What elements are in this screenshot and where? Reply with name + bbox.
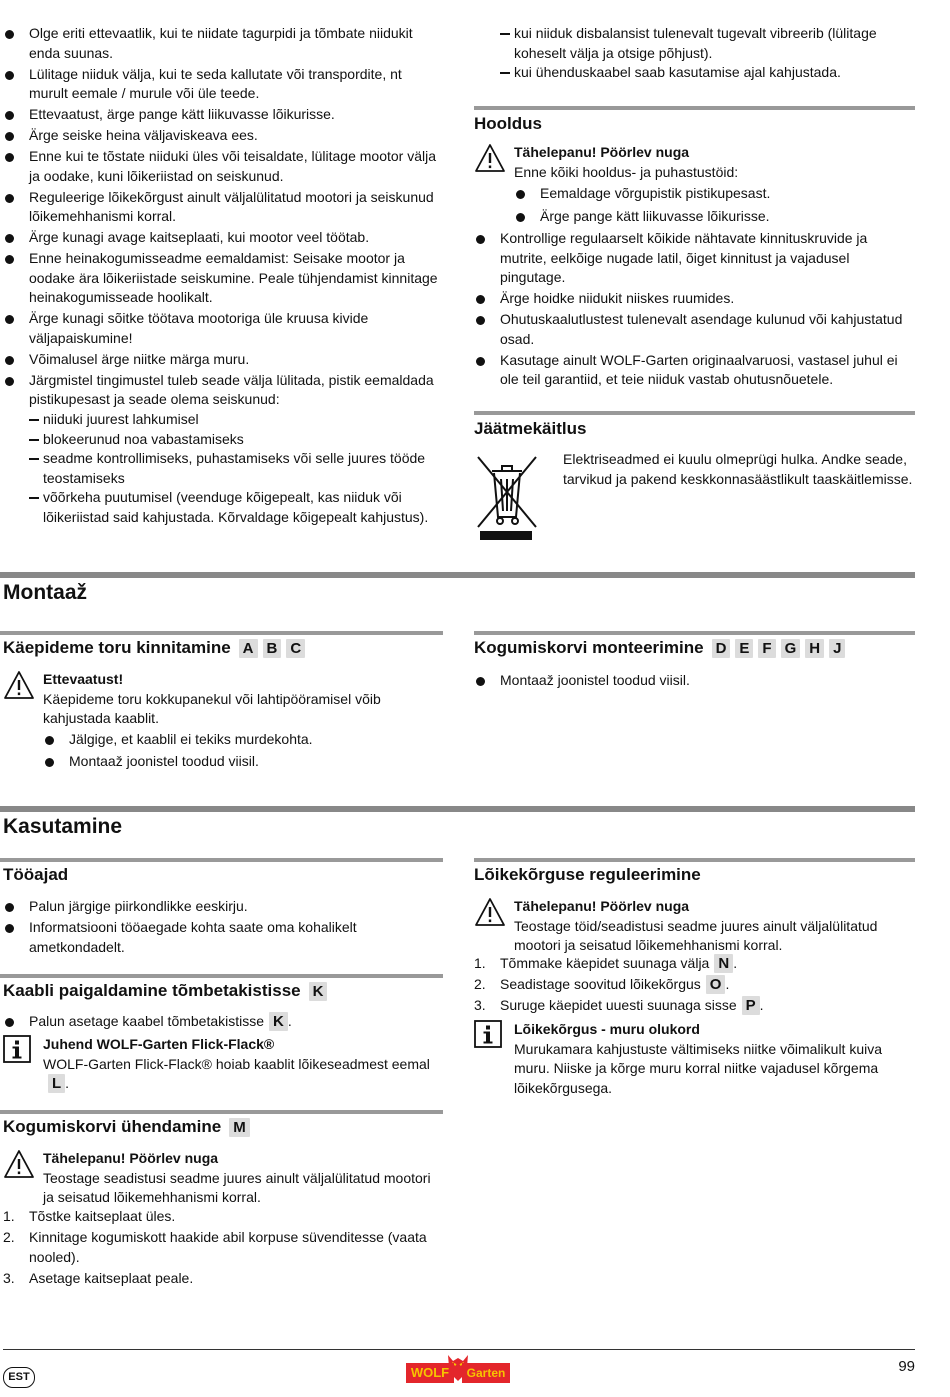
info-text: Murukamara kahjustuste vältimiseks niitke võimalikult kuiva muru. Niiske ja kõrge muru korral niitke vajadusel kõrgema lõikekõrgusega. [514, 1040, 883, 1096]
info-title: Juhend WOLF-Garten Flick-Flack® [43, 1036, 275, 1052]
figure-ref: N [714, 954, 733, 973]
list-item: Ohutuskaalutlustest tulenevalt asendage kulunud või kahjustatud osad. [474, 310, 915, 349]
list-item: Montaaž joonistel toodud viisil. [43, 752, 443, 772]
figure-ref: K [269, 1012, 288, 1031]
uhendamine-title: Kogumiskorvi ühendamine [3, 1117, 222, 1136]
list-item: võõrkeha puutumisel (veenduge kõigepealt, kas niiduk või lõikeriistad said kahjustada. Kõrvaldage kõigepealt kahjustus). [29, 488, 443, 527]
section-divider [474, 411, 915, 415]
top-left-column [3, 24, 443, 527]
tooajad-bullet-list [3, 897, 443, 957]
page-number: 99 [898, 1358, 915, 1375]
kaabli-heading [3, 980, 327, 1002]
period: . [725, 976, 730, 992]
section-divider [0, 1110, 443, 1114]
info-text [43, 1055, 443, 1094]
loikekorgus-steps-wrap [474, 954, 915, 1017]
list-item [474, 975, 915, 995]
list-item: Kontrollige regulaarselt kõikide nähtavate kinnituskruvide ja mutrite, eelkõige nugade latil, õiget kinnitust ja vajadusel pingutage. [474, 229, 915, 288]
info-title: Lõikekõrgus - muru olukord [514, 1021, 700, 1037]
kaabli-info [3, 1035, 443, 1094]
loikekorgus-warning [474, 897, 915, 956]
footer-divider [3, 1349, 915, 1350]
figure-ref: D [712, 639, 731, 658]
warning-bullet-list [43, 730, 443, 772]
kogumiskorvi-bullet-list [474, 671, 915, 691]
figure-ref: B [263, 639, 282, 658]
list-item: Enne kui te tõstate niiduki üles või teisaldate, lülitage mootor välja ja oodake, kuni lõikeriistad on seiskunud. [3, 147, 443, 186]
safety-dash-list [29, 410, 443, 527]
warning-title: Tähelepanu! Pöörlev nuga [43, 1150, 219, 1166]
step-number: 3. [3, 1269, 15, 1286]
figure-ref: P [742, 996, 760, 1015]
list-item: Informatsiooni tööaegade kohta saate oma kohalikelt ametkondadelt. [3, 918, 443, 957]
top-right-column [500, 24, 915, 83]
list-item-text: Palun asetage kaabel tõmbetakistisse [29, 1013, 265, 1029]
info-icon [3, 1035, 31, 1069]
list-item: Palun järgige piirkondlikke eeskirju. [3, 897, 443, 917]
period: . [287, 1013, 292, 1029]
list-item: Lülitage niiduk välja, kui te seda kallutate või transpordite, nt murult eemale / murule või üle teede. [3, 65, 443, 104]
kaepideme-title: Käepideme toru kinnitamine [3, 638, 231, 657]
jaatme-text: Elektriseadmed ei kuulu olmeprügi hulka. Andke seade, tarvikud ja pakend keskkonnasäästlikult taaskäitlemisse. [563, 451, 913, 487]
list-item: Olge eriti ettevaatlik, kui te niidate tagurpidi ja tõmbate niidukit enda suunas. [3, 24, 443, 63]
chapter-divider [0, 572, 915, 578]
logo-box-right [462, 1363, 510, 1383]
hooldus-bullet-list [474, 229, 915, 390]
figure-ref: C [286, 639, 305, 658]
list-item: Ärge seiske heina väljaviskeava ees. [3, 126, 443, 146]
list-item: seadme kontrollimiseks, puhastamiseks või selle juures tööde teostamiseks [29, 449, 443, 488]
chapter-divider [0, 806, 915, 812]
list-item [3, 1207, 443, 1227]
figure-ref: F [758, 639, 775, 658]
uhendamine-warning [3, 1149, 443, 1208]
tooajad-heading: Tööajad [3, 865, 69, 884]
list-item: kui ühenduskaabel saab kasutamise ajal kahjustada. [500, 63, 915, 83]
kaabli-bullet-list [3, 1012, 443, 1032]
step-text: Kinnitage kogumiskott haakide abil korpuse süvenditesse (vaata nooled). [29, 1229, 427, 1265]
figure-ref: K [309, 982, 328, 1001]
list-item: Ärge hoidke niidukit niiskes ruumides. [474, 289, 915, 309]
kogumiskorvi-list-wrap [474, 671, 915, 692]
loikekorgus-steps [474, 954, 915, 1016]
language-badge [3, 1367, 35, 1388]
step-number: 2. [3, 1229, 15, 1245]
warning-text: Enne kõiki hooldus- ja puhastustöid: [514, 163, 739, 180]
warning-text: Teostage töid/seadistusi seadme juures ainult väljalülitatud mootori ja seisatud lõikemehhanismi korral. [514, 917, 878, 953]
warning-title: Tähelepanu! Pöörlev nuga [514, 898, 690, 914]
kogumiskorvi-title: Kogumiskorvi monteerimine [474, 638, 704, 657]
list-item: blokeerunud noa vabastamiseks [29, 430, 443, 450]
step-text: Seadistage soovitud lõikekõrgus [500, 976, 701, 992]
uhendamine-steps-wrap [3, 1207, 443, 1290]
figure-ref: M [229, 1118, 250, 1137]
uhendamine-steps [3, 1207, 443, 1288]
crossed-bin-icon [474, 451, 540, 543]
period: . [65, 1075, 70, 1091]
section-divider [0, 631, 443, 635]
section-divider [474, 106, 915, 110]
tooajad-list-wrap [3, 897, 443, 959]
kaabli-list-wrap [3, 1012, 443, 1033]
warning-icon [474, 143, 506, 179]
section-divider [474, 858, 915, 862]
figure-ref: H [805, 639, 824, 658]
step-text: Tõstke kaitseplaat üles. [29, 1208, 176, 1224]
safety-bullet-list [3, 24, 443, 410]
step-number: 3. [474, 997, 486, 1013]
step-text: Suruge käepidet uuesti suunaga sisse [500, 997, 737, 1013]
list-item: Eemaldage võrgupistik pistikupesast. [514, 184, 915, 204]
list-item: Enne heinakogumisseadme eemaldamist: Seisake mootor ja oodake ära lõikeriistade seiskumine. Peale tühjendamist kinnitage heinakogumisseade hoolikalt. [3, 249, 443, 308]
step-number: 1. [474, 955, 486, 971]
list-item: Ärge kunagi sõitke töötava mootoriga üle kruusa kivide väljapaiskumine! [3, 309, 443, 348]
step-text: Asetage kaitseplaat peale. [29, 1269, 194, 1286]
list-item: Ettevaatust, ärge pange kätt liikuvasse lõikurisse. [3, 105, 443, 125]
kaepideme-heading [3, 637, 305, 659]
list-item: Montaaž joonistel toodud viisil. [474, 671, 915, 691]
warning-text: Teostage seadistusi seadme juures ainult väljalülitatud mootori ja seisatud lõikemehhanismi korral. [43, 1169, 431, 1205]
list-item [474, 996, 915, 1016]
wolf-garten-logo [406, 1353, 510, 1385]
hooldus-list-wrap [474, 229, 915, 391]
step-text: Tõmmake käepidet suunaga välja [500, 955, 710, 971]
warning-title: Ettevaatust! [43, 671, 124, 687]
warning-bullet-list [514, 184, 915, 226]
list-item [3, 1228, 443, 1267]
list-item [474, 954, 915, 974]
hooldus-heading: Hooldus [474, 114, 542, 133]
figure-ref: A [239, 639, 258, 658]
list-item: Võimalusel ärge niitke märga muru. [3, 350, 443, 370]
list-item: Reguleerige lõikekõrgust ainult väljalülitatud mootori ja seiskunud lõikemehhanismi korral. [3, 188, 443, 227]
figure-ref: G [781, 639, 801, 658]
list-item [3, 1012, 443, 1032]
warning-text: Käepideme toru kokkupanekul või lahtipööramisel võib kahjustada kaablit. [43, 690, 381, 726]
list-item: Ärge kunagi avage kaitseplaati, kui mootor veel töötab. [3, 228, 443, 248]
list-item: niiduki juurest lahkumisel [29, 410, 443, 430]
list-item: Ärge pange kätt liikuvasse lõikurisse. [514, 207, 915, 227]
warning-icon [3, 1149, 35, 1185]
kaabli-title: Kaabli paigaldamine tõmbetakistisse [3, 981, 301, 1000]
section-divider [474, 631, 915, 635]
kaepideme-warning [3, 670, 443, 773]
logo-wolf-text: WOLF [410, 1365, 450, 1380]
logo-garten-text: Garten [466, 1366, 506, 1380]
list-item: Jälgige, et kaablil ei tekiks murdekohta. [43, 730, 443, 750]
figure-ref: J [829, 639, 845, 658]
loikekorgus-info [474, 1020, 915, 1098]
list-item [3, 1269, 443, 1289]
period: . [733, 955, 738, 971]
warning-icon [3, 670, 35, 706]
section-divider [0, 858, 443, 862]
step-number: 1. [3, 1208, 15, 1224]
period: . [759, 997, 764, 1013]
figure-ref: L [48, 1074, 65, 1093]
warning-icon [474, 897, 506, 933]
safety-dash-list [500, 24, 915, 83]
montaaz-heading: Montaaž [3, 581, 87, 604]
info-text-content: WOLF-Garten Flick-Flack® hoiab kaablit lõikeseadmest eemal [43, 1055, 430, 1072]
kasutamine-heading: Kasutamine [3, 815, 123, 838]
figure-ref: O [706, 975, 726, 994]
list-item: Järgmistel tingimustel tuleb seade välja lülitada, pistik eemaldada pistikupesast ja seade olema seiskunud: [3, 371, 443, 410]
step-number: 2. [474, 976, 486, 992]
hooldus-warning [474, 143, 915, 228]
list-item: Kasutage ainult WOLF-Garten originaalvaruosi, vastasel juhul ei ole teil garantiid, et teie niiduk vastab ohutusnõuetele. [474, 351, 915, 390]
logo-box-left [406, 1363, 454, 1383]
language-code: EST [8, 1371, 30, 1383]
info-icon [474, 1020, 502, 1054]
figure-ref: E [735, 639, 753, 658]
loikekorgus-heading: Lõikekõrguse reguleerimine [474, 865, 701, 884]
list-item: kui niiduk disbalansist tulenevalt tugevalt vibreerib (lülitage koheselt välja ja otsige põhjust). [500, 24, 915, 63]
jaatme-heading: Jäätmekäitlus [474, 419, 587, 438]
section-divider [0, 974, 443, 978]
kogumiskorvi-heading [474, 637, 845, 659]
warning-title: Tähelepanu! Pöörlev nuga [514, 144, 690, 160]
uhendamine-heading [3, 1116, 250, 1138]
